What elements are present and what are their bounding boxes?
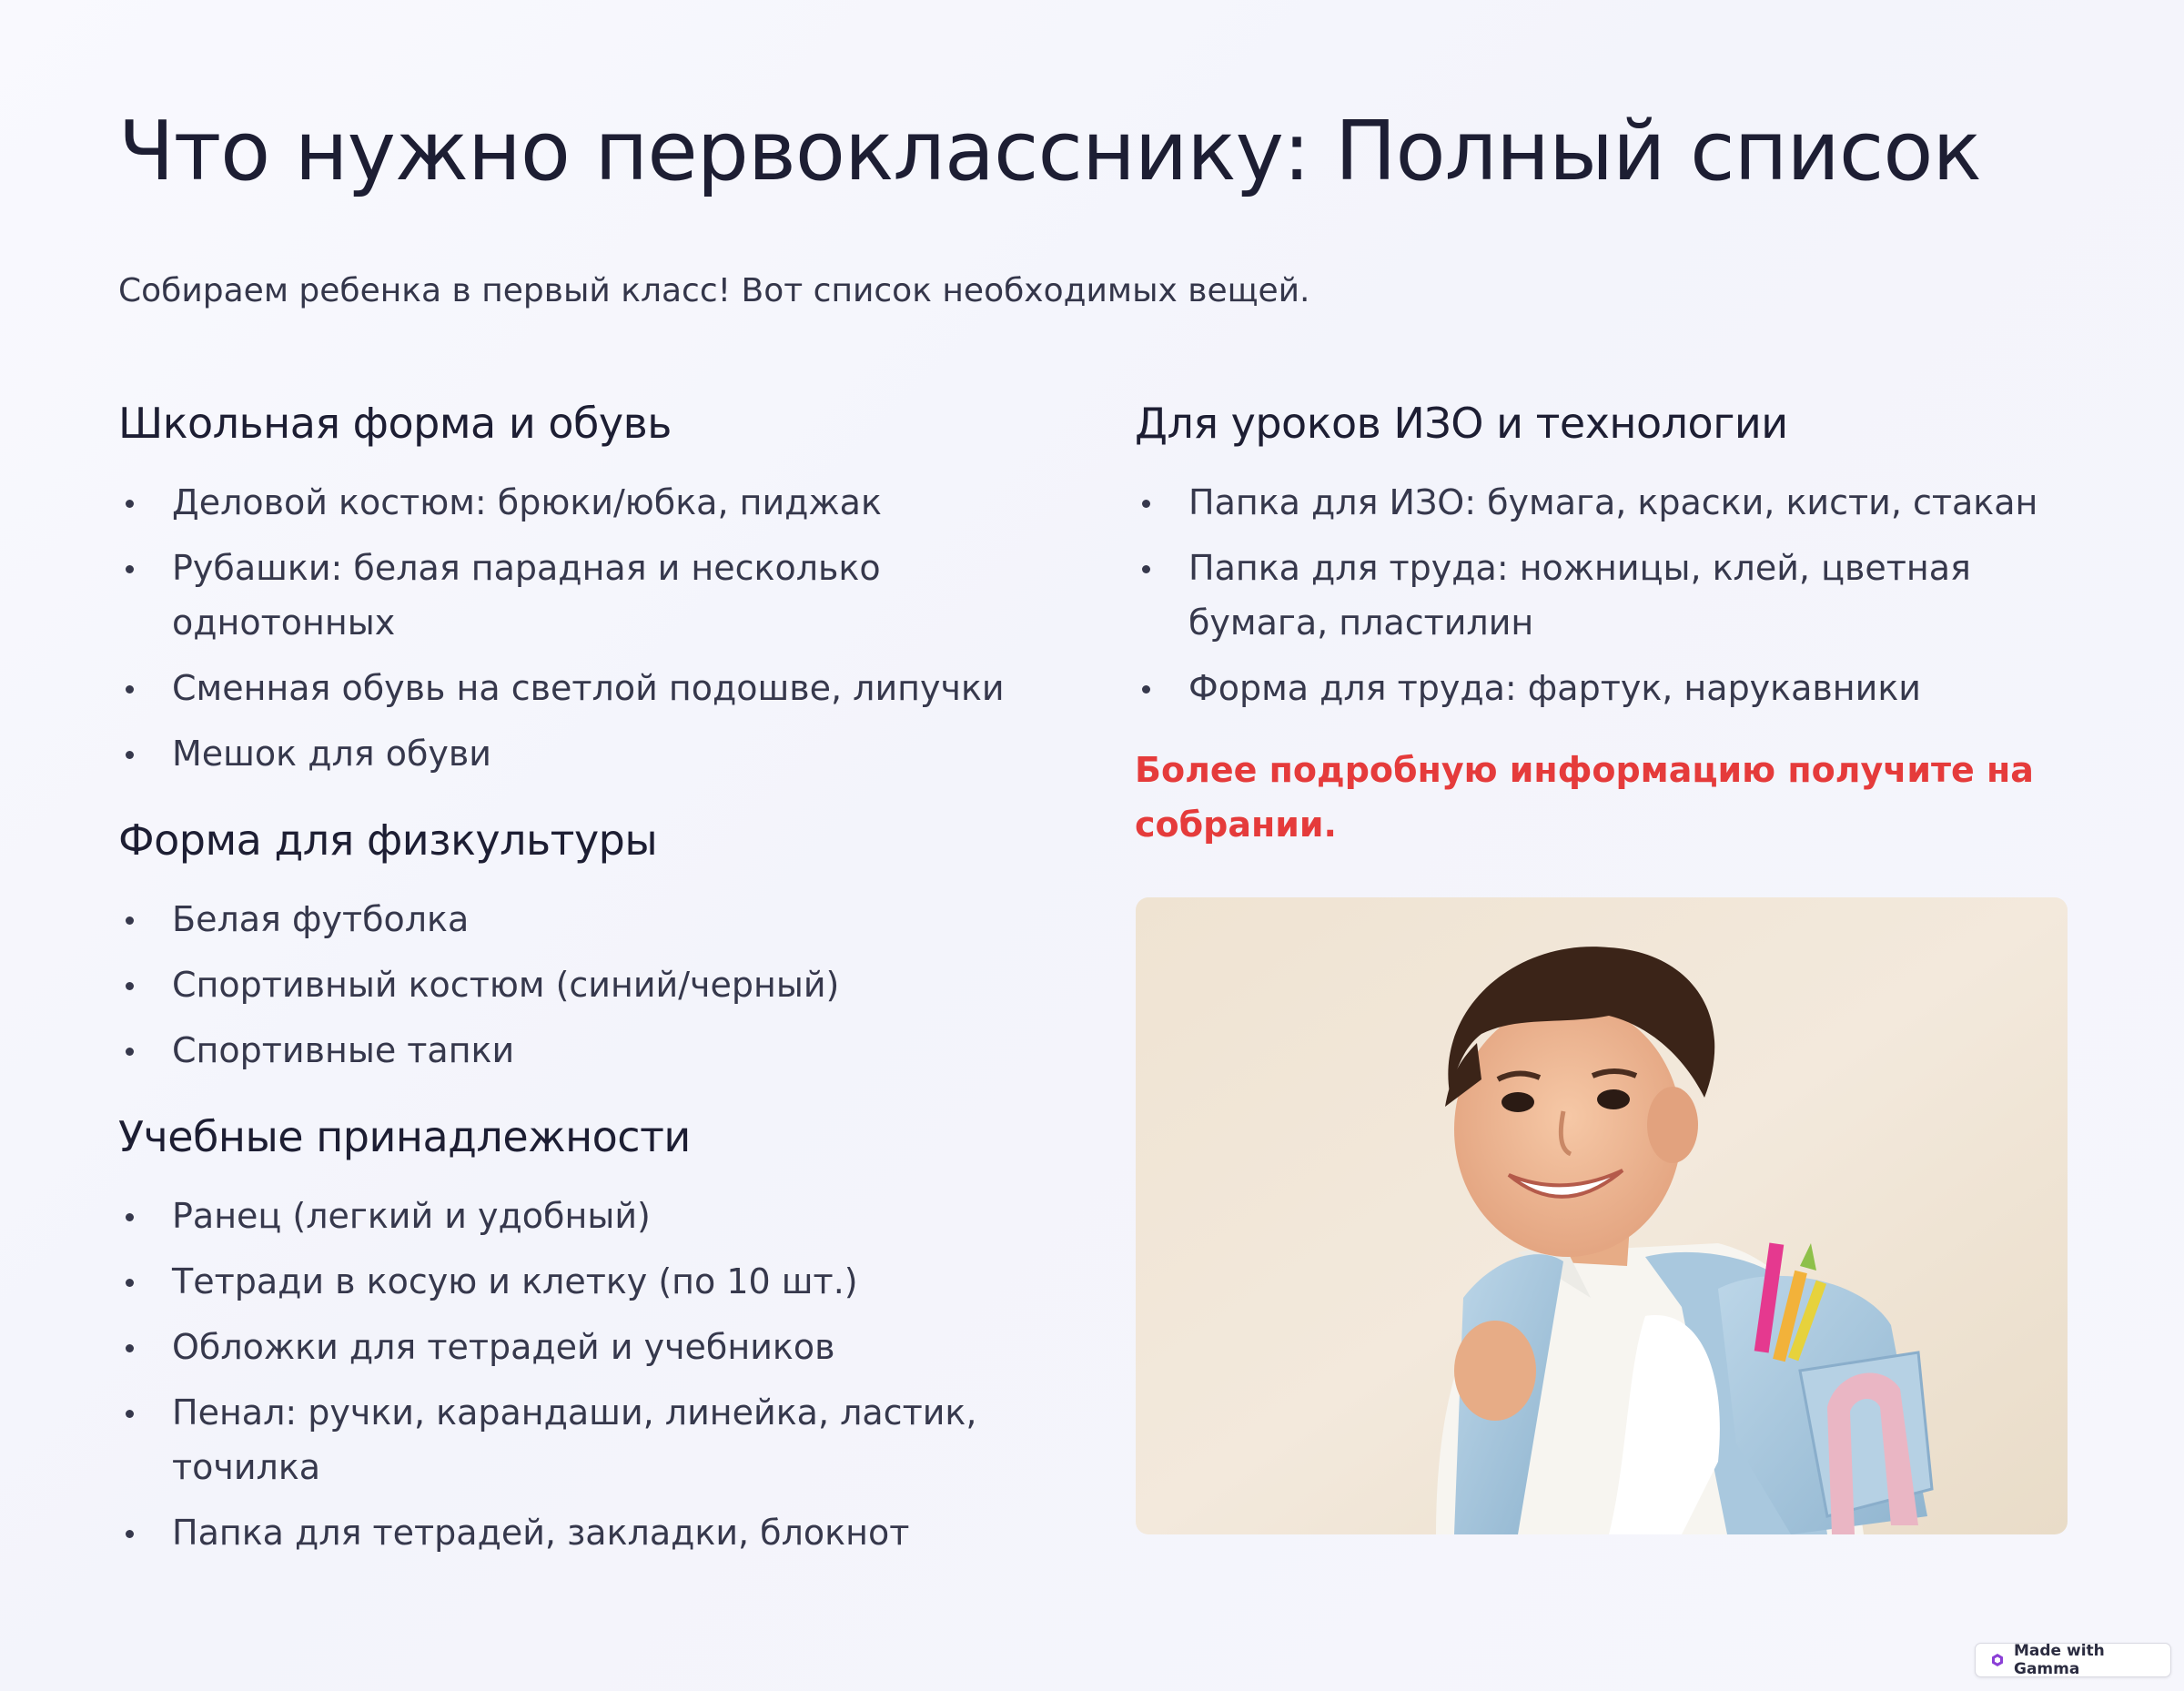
schoolboy-photo [1136,897,2068,1534]
list-item: Сменная обувь на светлой подошве, липучки [118,661,1037,715]
bullet-icon [126,916,134,925]
list-item: Белая футболка [118,892,1037,947]
bullet-icon [126,1279,134,1287]
bullet-icon [126,1530,134,1538]
bullet-icon [126,982,134,990]
list-item: Спортивный костюм (синий/черный) [118,957,1037,1012]
page-subtitle: Собираем ребенка в первый класс! Вот список необходимых вещей. [118,272,1310,309]
left-column [118,391,1037,1587]
bullet-icon [1142,565,1150,573]
bullet-icon [126,685,134,694]
list-item: Папка для тетрадей, закладки, блокнот [118,1505,1037,1560]
bullet-icon [126,1344,134,1352]
list-item: Папка для ИЗО: бумага, краски, кисти, стакан [1135,475,2068,530]
bullet-icon [1142,500,1150,508]
list-item: Рубашки: белая парадная и несколько однотонных [118,541,1037,650]
bullet-icon [126,751,134,759]
list-item: Спортивные тапки [118,1023,1037,1078]
list-supplies [118,1189,1037,1560]
list-item: Пенал: ручки, карандаши, линейка, ластик, точилка [118,1385,1037,1494]
bullet-icon [126,500,134,508]
bullet-icon [126,565,134,573]
list-item: Мешок для обуви [118,726,1037,781]
schoolboy-illustration [1136,897,2068,1534]
section-heading-pe: Форма для физкультуры [118,815,658,865]
list-item: Деловой костюм: брюки/юбка, пиджак [118,475,1037,530]
list-pe [118,892,1037,1078]
list-item: Ранец (легкий и удобный) [118,1189,1037,1243]
section-heading-uniform: Школьная форма и обувь [118,399,672,448]
list-item: Тетради в косую и клетку (по 10 шт.) [118,1254,1037,1309]
made-with-gamma-badge[interactable] [1975,1643,2171,1677]
list-art [1135,475,2068,715]
badge-label: Made with Gamma [2014,1642,2105,1678]
right-column [1135,391,2068,852]
bullet-icon [126,1213,134,1221]
section-heading-supplies: Учебные принадлежности [118,1112,691,1161]
gamma-logo-icon [1990,1653,2005,1667]
list-item: Форма для труда: фартук, нарукавники [1135,661,2068,715]
bullet-icon [1142,685,1150,694]
meeting-note: Более подробную информацию получите на собрании. [1135,750,2034,845]
bullet-icon [126,1410,134,1418]
bullet-icon [126,1048,134,1056]
section-heading-art: Для уроков ИЗО и технологии [1135,399,1788,448]
list-item: Обложки для тетрадей и учебников [118,1320,1037,1374]
list-item: Папка для труда: ножницы, клей, цветная бумага, пластилин [1135,541,2068,650]
list-uniform [118,475,1037,781]
page-title: Что нужно первокласснику: Полный список [118,104,1981,199]
